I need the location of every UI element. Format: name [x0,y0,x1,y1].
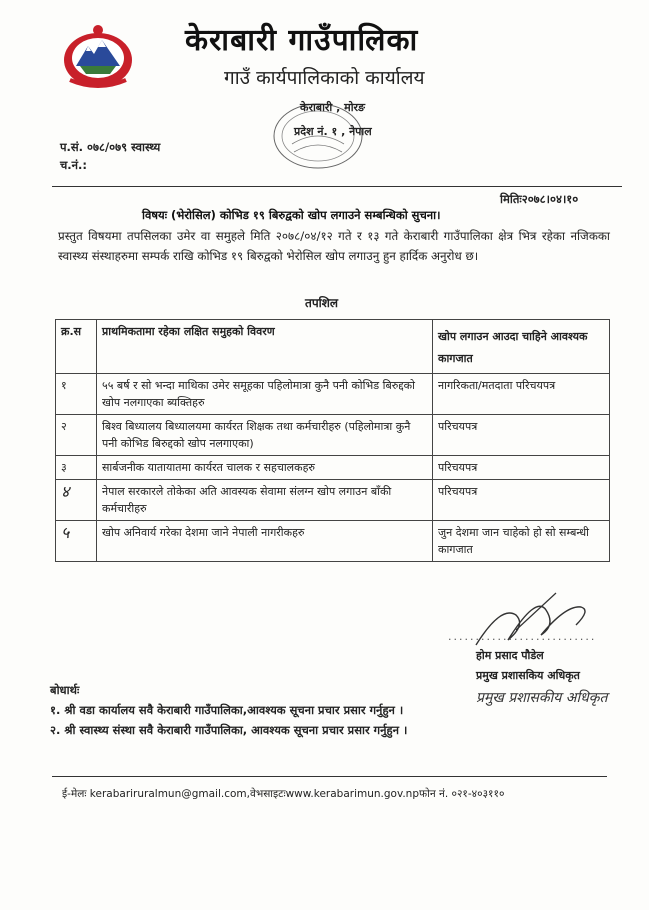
row-document: परिचयपत्र [433,415,610,456]
table-row [56,521,610,562]
table-row [56,415,610,456]
dispatch-number: च.नं.: [60,158,88,172]
copy-to-item: २. श्री स्वास्थ्य संस्था सवै केराबारी गाउँपालिका, आवश्यक सूचना प्रचार प्रसार गर्नुहुन । [50,723,408,737]
reference-block [60,138,160,174]
row-description: ५५ बर्ष र सो भन्दा माथिका उमेर समूहका पहिलोमात्रा कुनै पनी कोभिड बिरुद्दको खोप नलगाएका ब्यक्तिहरु [97,374,433,415]
copy-to-heading: बोधार्थः [50,683,80,697]
letter-number: प.सं. ०७८/०७९ स्वास्थ्य [60,140,161,154]
handwritten-signature [446,585,616,655]
row-serial: ३ [56,456,97,480]
row-document: परिचयपत्र [433,480,610,521]
header-required-documents: खोप लगाउन आउदा चाहिने आवश्यक कागजात [433,320,610,374]
table-row [56,456,610,480]
nepal-emblem-icon [60,22,136,90]
row-description: नेपाल सरकारले तोकेका अति आवस्यक सेवामा संलग्न खोप लगाउन बाँकी कर्मचारीहरु [97,480,433,521]
row-serial: ४ [56,480,97,521]
header-group-description: प्राथमिकतामा रहेका लक्षित समुहको विवरण [97,320,433,374]
table-row [56,374,610,415]
letter-subject: विषयः (भेरोसिल) कोभिड १९ बिरुद्वको खोप लगाउने सम्बन्धिको सुचना। [142,208,441,222]
address-line-2: प्रदेश नं. १ , नेपाल [294,125,372,138]
designation-stamp: प्रमुख प्रशासकीय अधिकृत [476,690,608,706]
address-line-1: केराबारी , मोरङ [300,101,366,114]
row-document: परिचयपत्र [433,456,610,480]
contact-footer: ई-मेलः kerabariruralmun@gmail.com,वेभसाइटःwww.kerabarimun.gov.npफोन नं. ०२१-४०३११० [62,788,505,800]
details-heading: तपशिल [305,296,339,310]
row-serial: १ [56,374,97,415]
signer-designation: प्रमुख प्रशासकिय अधिकृत [476,669,580,682]
municipality-title: केराबारी गाउँपालिका [185,23,419,58]
signer-block [476,646,580,686]
priority-groups-table [55,319,610,562]
footer-divider [52,776,607,777]
header-divider [52,186,622,187]
signature-line: ........................... [448,630,597,643]
letter-body: प्रस्तुत विषयमा तपसिलका उमेर वा समुहले मिति २०७८/०४/१२ गते र १३ गते केराबारी गाउँपालिका क्षेत्र भित्र रहेका नजिकका स्वास्थ्य संस्थाहरुमा सम्पर्क राखि कोभिड १९ बिरुद्वको भेरोसिल खोप लगाउनु हुन हार्दिक अनुरोध छ। [58,229,610,263]
row-description: बिश्व बिध्यालय बिध्यालयमा कार्यरत शिक्षक तथा कर्मचारीहरु (पहिलोमात्रा कुनै पनी कोभिड बिरुद्दको खोप नलगाएका) [97,415,433,456]
signer-name: होम प्रसाद पौडेल [476,649,544,662]
row-description: खोप अनिवार्य गरेका देशमा जाने नेपाली नागरीकहरु [97,521,433,562]
row-serial: २ [56,415,97,456]
office-subtitle: गाउँ कार्यपालिकाको कार्यालय [224,67,425,89]
copy-to-block [50,680,407,740]
row-document: नागरिकता/मतदाता परिचयपत्र [433,374,610,415]
office-address [294,96,372,144]
row-description: सार्बजनीक यातायातमा कार्यरत चालक र सहचालकहरु [97,456,433,480]
letter-date: मितिः२०७८।०४।१० [500,192,579,206]
header-serial: क्र.स [56,320,97,374]
row-serial: ५ [56,521,97,562]
copy-to-item: १. श्री वडा कार्यालय सवै केराबारी गाउँपालिका,आवश्यक सूचना प्रचार प्रसार गर्नुहुन । [50,703,404,717]
table-row [56,480,610,521]
row-document: जुन देशमा जान चाहेको हो सो सम्बन्धी कागजात [433,521,610,562]
table-header-row [56,320,610,374]
